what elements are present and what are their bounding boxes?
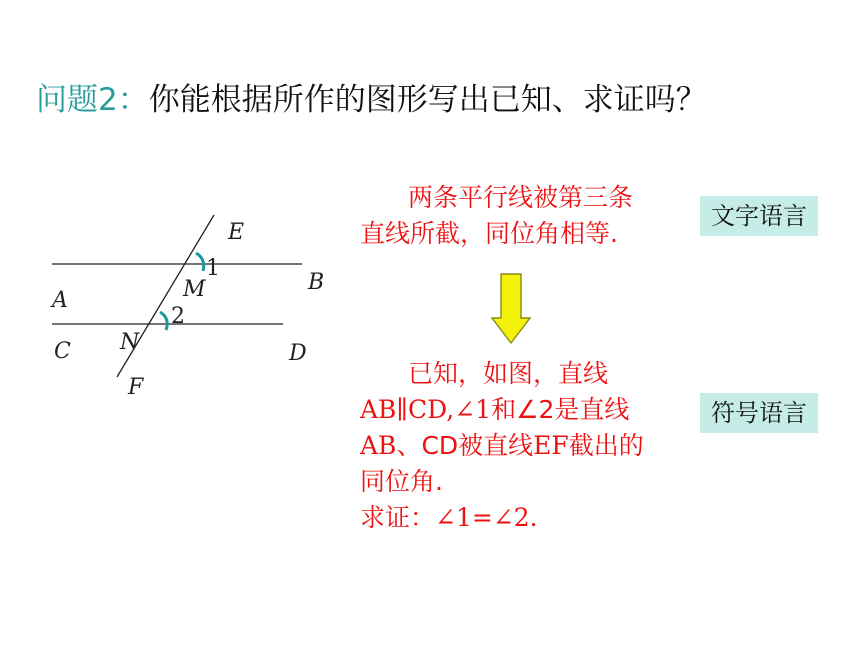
label-n: N [120, 330, 140, 355]
angle-1-mark [196, 253, 204, 271]
theorem-statement [360, 180, 633, 252]
label-e: E [228, 220, 245, 245]
geometry-figure [40, 205, 340, 409]
given-line-3: AB、CD被直线EF截出的 [360, 431, 644, 460]
given-line-1: 已知，如图，直线 [408, 359, 609, 388]
label-angle-2: 2 [171, 304, 185, 329]
given-and-prove [360, 356, 644, 536]
label-c: C [54, 339, 71, 364]
parallel-lines-diagram [40, 205, 340, 405]
given-line-4: 同位角. [360, 467, 443, 496]
statement-line-1: 两条平行线被第三条 [408, 183, 634, 212]
statement-line-2: 直线所截，同位角相等. [360, 219, 618, 248]
given-line-2: AB∥CD,∠1和∠2是直线 [360, 395, 630, 424]
label-d: D [289, 341, 307, 366]
label-angle-1: 1 [206, 256, 220, 281]
label-f: F [128, 375, 144, 400]
question-heading [36, 80, 707, 120]
prove-line: 求证：∠1=∠2. [360, 503, 538, 532]
label-a: A [52, 288, 68, 313]
label-m: M [183, 277, 206, 302]
question-number: 问题2： [36, 82, 149, 118]
question-text: 你能根据所作的图形写出已知、求证吗？ [148, 82, 707, 118]
symbol-language-tag: 符号语言 [700, 393, 818, 433]
down-arrow-icon [491, 273, 531, 349]
angle-2-mark [160, 312, 167, 330]
label-b: B [308, 270, 325, 295]
word-language-tag: 文字语言 [700, 196, 818, 236]
